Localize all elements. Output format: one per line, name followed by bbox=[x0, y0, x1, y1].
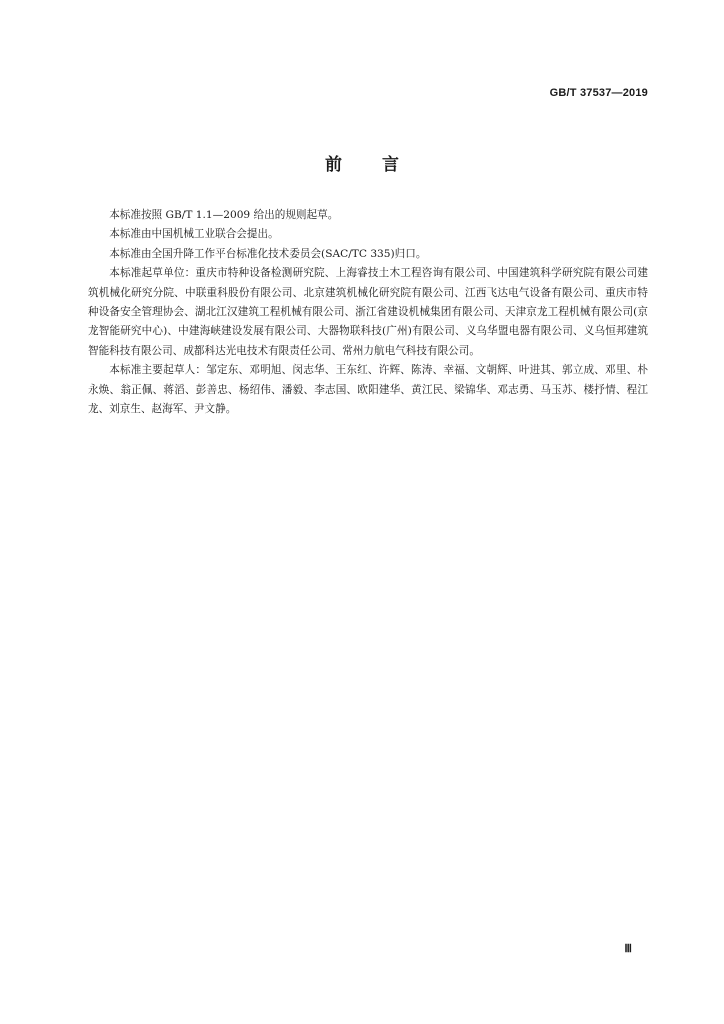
page-number: Ⅲ bbox=[624, 943, 632, 955]
document-body bbox=[88, 206, 648, 419]
paragraph-committee: 本标准由全国升降工作平台标准化技术委员会(SAC/TC 335)归口。 bbox=[109, 247, 427, 260]
page-title: 前言 bbox=[325, 155, 439, 175]
paragraph-drafting-units: 本标准起草单位：重庆市特种设备检测研究院、上海睿技土木工程咨询有限公司、中国建筑科学研究院有限公司建筑机械化研究分院、中联重科股份有限公司、北京建筑机械化研究院有限公司、江西飞达电气设备有限公司、重庆市特种设备安全管理协会、湖北江汉建筑工程机械有限公司、浙江省建设机械集团有限公司、天津京龙工程机械有限公司(京龙智能研究中心)、中建海峡建设发展有限公司、大器物联科技(广州)有限公司、义乌华盟电器有限公司、义乌恒邦建筑智能科技有限公司、成都科达光电技术有限责任公司、常州力航电气科技有限公司。 bbox=[88, 267, 648, 357]
standard-code: GB/T 37537—2019 bbox=[549, 87, 648, 99]
paragraph-drafters: 本标准主要起草人：邹定东、邓明旭、闵志华、王东红、许辉、陈涛、幸福、文朝辉、叶进其、郭立成、邓里、朴永焕、翁正佩、蒋滔、彭善忠、杨绍伟、潘毅、李志国、欧阳建华、黄江民、梁锦华、邓志勇、马玉苏、楼抒情、程江龙、刘京生、赵海军、尹文静。 bbox=[88, 364, 648, 416]
paragraph-drafting-rules: 本标准按照 GB/T 1.1—2009 给出的规则起草。 bbox=[109, 209, 339, 221]
paragraph-proposer: 本标准由中国机械工业联合会提出。 bbox=[109, 228, 279, 241]
